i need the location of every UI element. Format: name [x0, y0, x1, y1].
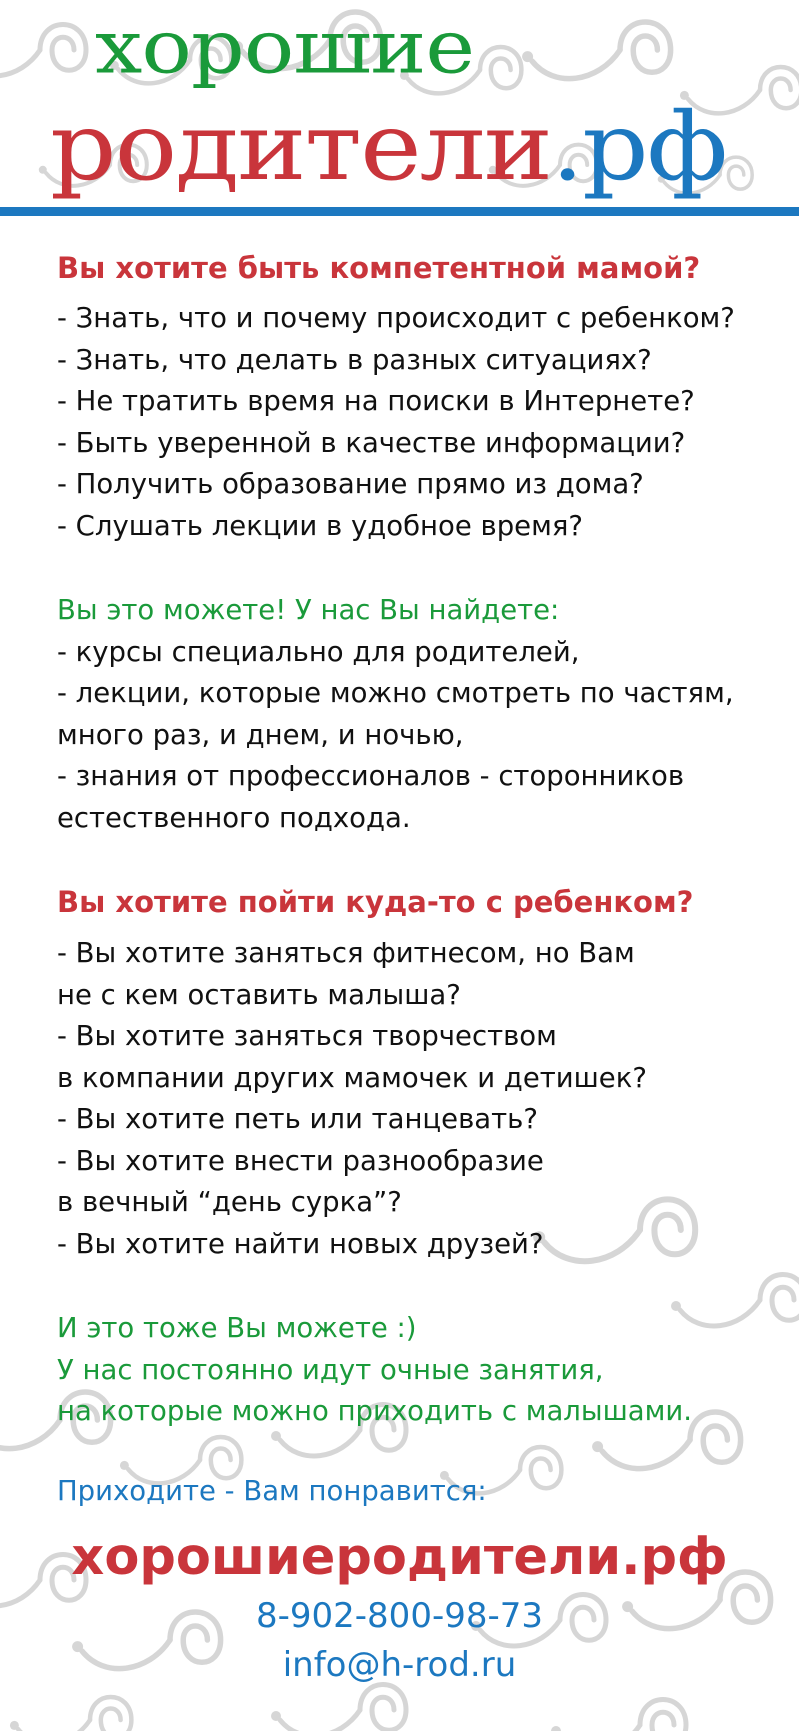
- list-item: много раз, и днем, и ночью,: [57, 719, 464, 751]
- phone-number[interactable]: 8-902-800-98-73: [255, 1596, 544, 1636]
- list-item: - Вы хотите заняться фитнесом, но Вам: [57, 937, 635, 969]
- list-item: - Вы хотите внести разнообразие: [57, 1145, 544, 1177]
- logo-word: родители: [50, 91, 552, 202]
- green-line: И это тоже Вы можете :): [57, 1312, 417, 1344]
- list-item: не с кем оставить малыша?: [57, 979, 461, 1011]
- list-item: - Получить образование прямо из дома?: [57, 468, 644, 500]
- logo-domain: .рф: [551, 91, 727, 202]
- section3-heading: Вы хотите пойти куда-то с ребенком?: [57, 885, 694, 919]
- list-item: - Быть уверенной в качестве информации?: [57, 427, 686, 459]
- list-item: - Вы хотите найти новых друзей?: [57, 1228, 544, 1260]
- section1-heading: Вы хотите быть компетентной мамой?: [57, 251, 701, 285]
- list-item: - Не тратить время на поиски в Интернете?: [57, 385, 695, 417]
- list-item: - Вы хотите заняться творчеством: [57, 1020, 557, 1052]
- list-item: - курсы специально для родителей,: [57, 636, 580, 668]
- logo-line-bottom: [50, 91, 727, 202]
- logo-line-top: хорошие: [95, 3, 475, 91]
- invite-text: Приходите - Вам понравится:: [57, 1475, 487, 1507]
- list-item: - Знать, что и почему происходит с ребенком?: [57, 302, 735, 334]
- header-divider: [0, 207, 799, 216]
- section2-intro: Вы это можете! У нас Вы найдете:: [57, 594, 560, 626]
- email-link[interactable]: info@h-rod.ru: [282, 1645, 517, 1685]
- list-item: в компании других мамочек и детишек?: [57, 1062, 647, 1094]
- list-item: - Знать, что делать в разных ситуациях?: [57, 344, 652, 376]
- green-line: на которые можно приходить с малышами.: [57, 1395, 692, 1427]
- website-link[interactable]: хорошиеродители.рф: [71, 1528, 728, 1587]
- list-item: естественного подхода.: [57, 802, 411, 834]
- list-item: - Слушать лекции в удобное время?: [57, 510, 583, 542]
- list-item: - знания от профессионалов - сторонников: [57, 760, 685, 792]
- list-item: - Вы хотите петь или танцевать?: [57, 1103, 538, 1135]
- list-item: - лекции, которые можно смотреть по частям,: [57, 677, 734, 709]
- list-item: в вечный “день сурка”?: [57, 1186, 402, 1218]
- green-line: У нас постоянно идут очные занятия,: [57, 1354, 604, 1386]
